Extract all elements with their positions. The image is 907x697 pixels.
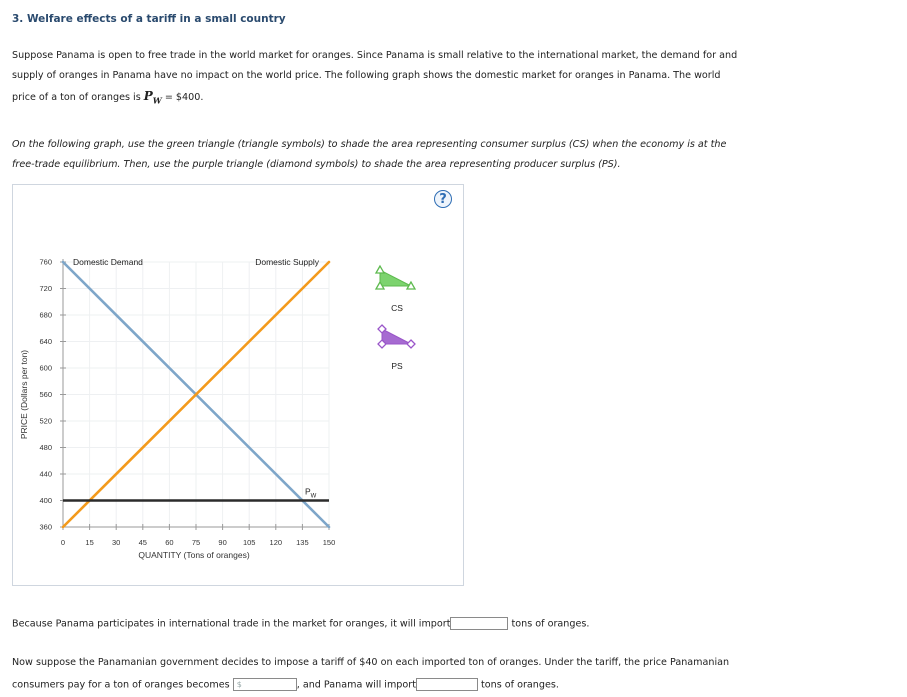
x-tick-label-45: 45 bbox=[138, 538, 147, 547]
tariff-import-text: , and Panama will import bbox=[296, 679, 416, 691]
cs-triangle-tool[interactable] bbox=[376, 266, 415, 289]
ps-label: PS bbox=[391, 361, 403, 371]
import-question-text: Because Panama participates in international trade in the market for oranges, it will import bbox=[12, 618, 451, 630]
cs-vertex-0 bbox=[376, 266, 384, 273]
help-icon[interactable]: ? bbox=[434, 190, 452, 208]
x-tick-label-75: 75 bbox=[191, 538, 201, 547]
world-price-symbol: $P_W$ bbox=[143, 89, 162, 106]
question-heading: 3. Welfare effects of a tariff in a small country bbox=[12, 13, 286, 25]
intro-line-2: supply of oranges in Panama have no impact on the world price. The following graph shows the domestic market for oranges in Panama. The world bbox=[12, 70, 721, 81]
y-tick-label-760: 760 bbox=[39, 257, 52, 267]
x-tick-label-15: 15 bbox=[85, 538, 94, 547]
x-tick-label-90: 90 bbox=[218, 538, 227, 547]
y-tick-label-480: 480 bbox=[39, 443, 52, 452]
y-axis-label: PRICE (Dollars per ton) bbox=[19, 349, 29, 440]
y-tick-label-680: 680 bbox=[39, 310, 52, 320]
y-tick-label-600: 600 bbox=[39, 363, 52, 373]
instructions-line-2: free-trade equilibrium. Then, use the purple triangle (diamond symbols) to shade the area representing producer surplus (PS). bbox=[12, 159, 621, 170]
domestic-demand-label: Domestic Demand bbox=[73, 257, 143, 267]
x-tick-label-135: 135 bbox=[296, 538, 309, 547]
domestic-supply-label: Domestic Supply bbox=[255, 257, 319, 267]
cs-triangle-shape bbox=[380, 270, 411, 286]
x-tick-label-30: 30 bbox=[112, 538, 121, 547]
tariff-question-line: Now suppose the Panamanian government decides to impose a tariff of $40 on each imported ton of oranges. Under the tariff, the price Panamanian bbox=[12, 657, 730, 668]
y-tick-label-640: 640 bbox=[39, 337, 52, 346]
y-tick-label-440: 440 bbox=[39, 469, 52, 479]
x-tick-label-105: 105 bbox=[242, 538, 256, 547]
import-question-unit: tons of oranges. bbox=[511, 618, 590, 630]
tariff-price-input[interactable]: $ bbox=[233, 678, 297, 691]
y-tick-label-560: 560 bbox=[39, 390, 52, 399]
x-tick-label-0: 0 bbox=[60, 538, 66, 547]
tariff-price-text: consumers pay for a ton of oranges becomes bbox=[12, 679, 230, 691]
tariff-import-input[interactable] bbox=[416, 678, 478, 691]
y-tick-label-360: 360 bbox=[39, 522, 52, 532]
world-price-label: $P_W$ bbox=[305, 486, 317, 500]
world-price-value: = $400. bbox=[164, 92, 204, 103]
intro-line-1: Suppose Panama is open to free trade in the world market for oranges. Since Panama is small relative to the international market, the demand for and bbox=[12, 50, 738, 61]
x-tick-label-120: 120 bbox=[269, 538, 283, 547]
tariff-import-unit: tons of oranges. bbox=[481, 679, 559, 691]
x-tick-label-60: 60 bbox=[165, 538, 174, 547]
x-tick-label-150: 150 bbox=[322, 538, 336, 547]
ps-triangle-shape bbox=[382, 329, 411, 344]
import-question bbox=[12, 617, 589, 630]
ps-vertex-2 bbox=[407, 340, 415, 348]
y-tick-label-400: 400 bbox=[39, 496, 52, 505]
cs-label: CS bbox=[391, 303, 403, 313]
import-quantity-input[interactable] bbox=[450, 617, 508, 630]
instructions-line-1: On the following graph, use the green triangle (triangle symbols) to shade the area representing consumer surplus (CS) when the economy is at the bbox=[12, 139, 727, 150]
intro-line-3-text: price of a ton of oranges is bbox=[12, 92, 141, 103]
tariff-answer-line bbox=[12, 678, 559, 691]
x-axis-label: QUANTITY (Tons of oranges) bbox=[138, 550, 250, 560]
ps-triangle-tool[interactable] bbox=[378, 325, 415, 348]
y-tick-label-520: 520 bbox=[39, 416, 52, 426]
y-tick-label-720: 720 bbox=[39, 284, 52, 293]
